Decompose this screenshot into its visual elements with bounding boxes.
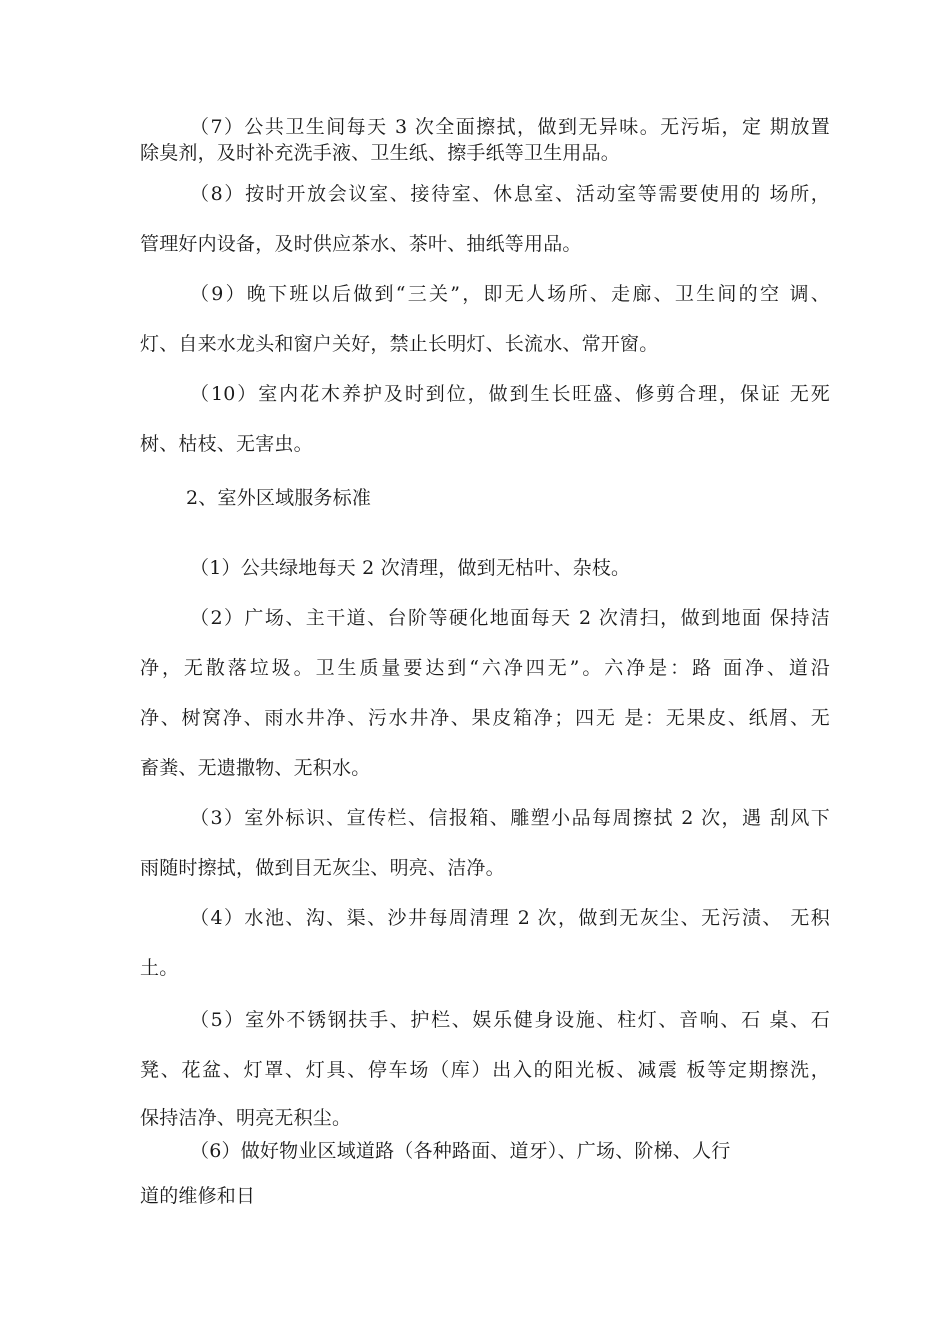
- paragraph-9-line-2: 灯、自来水龙头和窗户关好，禁止长明灯、长流水、常开窗。: [140, 333, 659, 355]
- outdoor-item-5-line-2: 凳、花盆、灯罩、灯具、停车场（库）出入的阳光板、减震 板等定期擦洗，: [140, 1059, 830, 1081]
- paragraph-10-line-2: 树、枯枝、无害虫。: [140, 433, 313, 455]
- paragraph-9-line-1: （9）晚下班以后做到“三关”，即无人场所、走廊、卫生间的空 调、: [190, 283, 830, 305]
- outdoor-item-6-line-1: （6）做好物业区域道路（各种路面、道牙）、广场、阶梯、人行: [190, 1140, 731, 1162]
- outdoor-item-2-line-1: （2）广场、主干道、台阶等硬化地面每天 2 次清扫，做到地面 保持洁: [190, 607, 830, 629]
- paragraph-8-line-2: 管理好内设备，及时供应茶水、茶叶、抽纸等用品。: [140, 233, 582, 255]
- paragraph-7-line-2: 除臭剂，及时补充洗手液、卫生纸、擦手纸等卫生用品。: [140, 142, 621, 164]
- outdoor-item-3-line-2: 雨随时擦拭，做到目无灰尘、明亮、洁净。: [140, 857, 505, 879]
- paragraph-10-line-1: （10）室内花木养护及时到位，做到生长旺盛、修剪合理，保证 无死: [190, 383, 830, 405]
- section-heading: 2、室外区域服务标准: [186, 487, 372, 509]
- outdoor-item-1: （1）公共绿地每天 2 次清理，做到无枯叶、杂枝。: [190, 557, 631, 579]
- outdoor-item-4-line-1: （4）水池、沟、渠、沙井每周清理 2 次，做到无灰尘、无污渍、 无积: [190, 907, 830, 929]
- outdoor-item-4-line-2: 土。: [140, 957, 179, 979]
- outdoor-item-2-line-2: 净，无散落垃圾。卫生质量要达到“六净四无”。六净是：路 面净、道沿: [140, 657, 830, 679]
- outdoor-item-2-line-3: 净、树窝净、雨水井净、污水井净、果皮箱净；四无 是：无果皮、纸屑、无: [140, 707, 830, 729]
- outdoor-item-5-line-3: 保持洁净、明亮无积尘。: [140, 1107, 352, 1129]
- paragraph-7-line-1: （7）公共卫生间每天 3 次全面擦拭，做到无异味。无污垢，定 期放置: [190, 116, 830, 138]
- paragraph-8-line-1: （8）按时开放会议室、接待室、休息室、活动室等需要使用的 场所，: [190, 183, 830, 205]
- outdoor-item-2-line-4: 畜粪、无遗撒物、无积水。: [140, 757, 371, 779]
- outdoor-item-6-line-2: 道的维修和日: [140, 1185, 256, 1207]
- outdoor-item-3-line-1: （3）室外标识、宣传栏、信报箱、雕塑小品每周擦拭 2 次，遇 刮风下: [190, 807, 830, 829]
- outdoor-item-5-line-1: （5）室外不锈钢扶手、护栏、娱乐健身设施、柱灯、音响、石 桌、石: [190, 1009, 830, 1031]
